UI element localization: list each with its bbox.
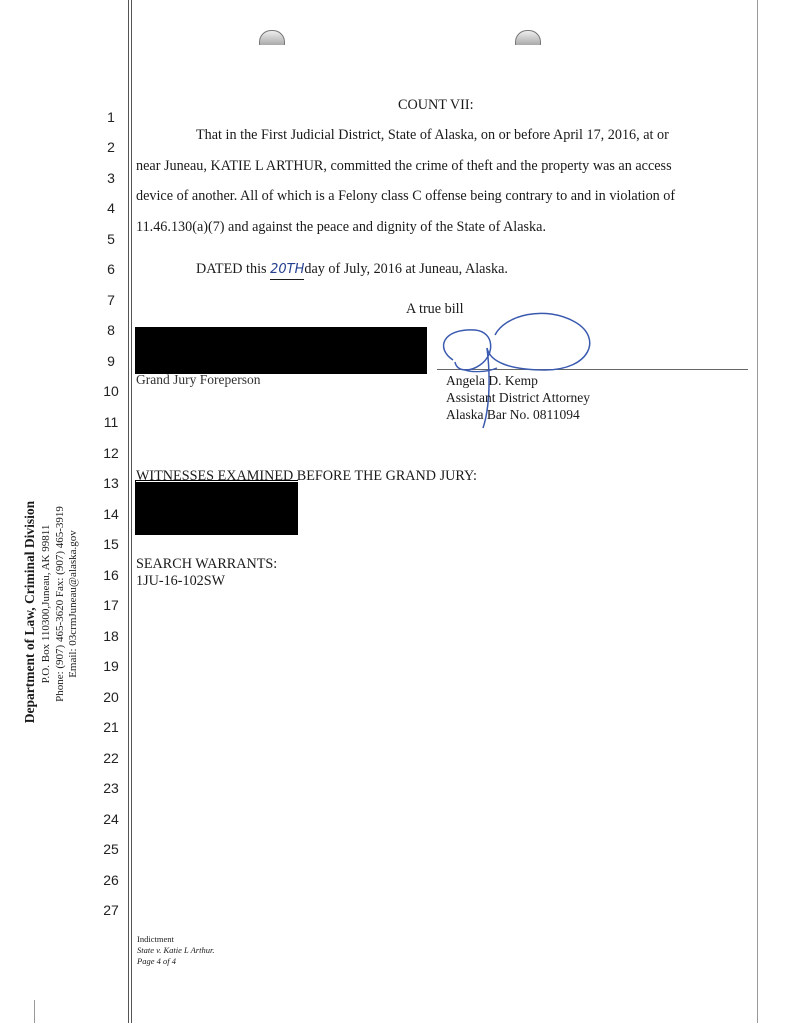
- footer-page: Page 4 of 4: [137, 956, 176, 966]
- line-number: 16: [103, 567, 119, 583]
- count-line-4: 11.46.130(a)(7) and against the peace and dignity of the State of Alaska.: [136, 218, 546, 235]
- witnesses-heading: WITNESSES EXAMINED BEFORE THE GRAND JURY:: [136, 468, 477, 484]
- attorney-name: Angela D. Kemp: [446, 373, 538, 388]
- dated-day-handwritten: 20TH: [270, 261, 304, 280]
- line-number: 15: [103, 536, 119, 552]
- count-paragraph: [136, 120, 756, 242]
- line-number: 9: [107, 353, 115, 369]
- side-label-address: P.O. Box 110300,Juneau, AK 99811: [40, 524, 52, 684]
- binder-hole-right: [515, 30, 541, 45]
- line-number: 21: [103, 719, 119, 735]
- line-number: 6: [107, 261, 115, 277]
- dated-prefix: DATED this: [196, 261, 271, 277]
- line-number: 27: [103, 902, 119, 918]
- search-warrants-heading: SEARCH WARRANTS:: [136, 556, 278, 572]
- line-number: 13: [103, 475, 119, 491]
- dated-suffix: day of July, 2016 at Juneau, Alaska.: [304, 261, 508, 277]
- page-edge-left: [34, 1000, 35, 1023]
- side-label-org: Department of Law, Criminal Division: [22, 500, 37, 724]
- attorney-block: [446, 372, 590, 423]
- margin-rule-left-outer: [128, 0, 129, 1023]
- line-number: 26: [103, 872, 119, 888]
- dated-line: [196, 254, 508, 285]
- line-number: 14: [103, 506, 119, 522]
- line-number: 25: [103, 841, 119, 857]
- search-warrants-block: [136, 556, 277, 590]
- line-number: 19: [103, 658, 119, 674]
- footer-title: Indictment: [137, 934, 174, 944]
- attorney-title: Assistant District Attorney: [446, 390, 590, 405]
- line-number: 5: [107, 231, 115, 247]
- side-label-phone: Phone: (907) 465-3620 Fax: (907) 465-3919: [54, 506, 66, 702]
- margin-rule-right: [757, 0, 758, 1023]
- line-number: 2: [107, 139, 115, 155]
- side-label-email: Email: 03crmJuneau@alaska.gov: [67, 530, 79, 678]
- line-number: 12: [103, 445, 119, 461]
- binder-hole-left: [259, 30, 285, 45]
- line-number: 20: [103, 689, 119, 705]
- page-footer: [137, 934, 214, 967]
- footer-case: State v. Katie L Arthur.: [137, 945, 215, 955]
- line-number: 1: [107, 109, 115, 125]
- count-line-3: device of another. All of which is a Felony class C offense being contrary to and in violation of: [136, 188, 676, 204]
- foreperson-signature-redaction: [135, 327, 427, 374]
- line-number: 17: [103, 597, 119, 613]
- line-number: 10: [103, 383, 119, 399]
- foreperson-label: Grand Jury Foreperson: [136, 372, 261, 387]
- attorney-bar-number: Alaska Bar No. 0811094: [446, 407, 580, 422]
- line-number: 23: [103, 780, 119, 796]
- true-bill-label: A true bill: [406, 301, 464, 317]
- line-number: 4: [107, 200, 115, 216]
- line-number: 18: [103, 628, 119, 644]
- line-number: 24: [103, 811, 119, 827]
- count-line-2: near Juneau, KATIE L ARTHUR, committed the crime of theft and the property was an access: [136, 157, 672, 174]
- line-number: 8: [107, 322, 115, 338]
- witness-list-redaction: [135, 480, 298, 535]
- count-heading: COUNT VII:: [398, 97, 474, 113]
- search-warrant-number: 1JU-16-102SW: [136, 573, 226, 589]
- count-line-1: That in the First Judicial District, State of Alaska, on or before April 17, 2016, at or: [196, 127, 669, 143]
- line-number: 7: [107, 292, 115, 308]
- line-number: 3: [107, 170, 115, 186]
- line-number: 11: [103, 414, 119, 430]
- margin-rule-left-inner: [131, 0, 132, 1023]
- line-number: 22: [103, 750, 119, 766]
